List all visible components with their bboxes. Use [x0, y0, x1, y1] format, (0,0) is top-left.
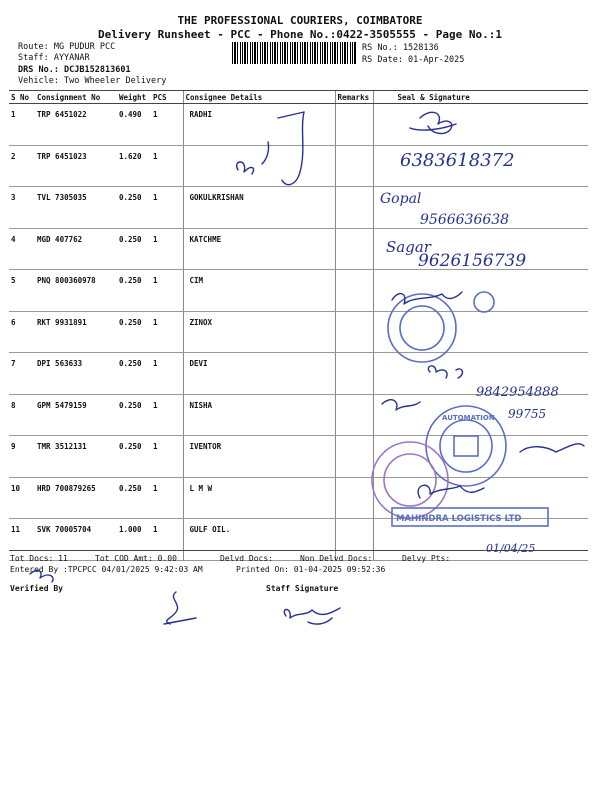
cell-consignee: CIM: [183, 270, 335, 312]
cell-consignment: TRP 6451022: [35, 104, 117, 146]
handwritten-phone-row2: 6383618372: [400, 150, 515, 171]
tot-cod-amount: Tot COD Amt: 0.00: [95, 554, 177, 563]
cell-consignment: MGD 407762: [35, 228, 117, 270]
verified-by-label: Verified By: [10, 584, 63, 593]
cell-weight: 1.000: [117, 519, 151, 561]
tot-docs: Tot Docs: 11: [10, 554, 68, 563]
drs-number: DRS No.: DCJB152813601: [18, 65, 131, 75]
rs-number: RS No.: 1528136: [362, 43, 439, 53]
printed-on: Printed On: 01-04-2025 09:52:36: [236, 565, 386, 574]
signature-staff: [284, 608, 340, 624]
seal-automation-text: AUTOMATION: [442, 414, 495, 422]
non-delvd-docs: Non Delvd Docs:: [300, 554, 373, 563]
signature-row10: [418, 485, 484, 498]
cell-sno: 8: [9, 394, 35, 436]
cell-weight: 0.250: [117, 187, 151, 229]
cell-weight: 0.490: [117, 104, 151, 146]
cell-pcs: 1: [151, 353, 183, 395]
company-title: THE PROFESSIONAL COURIERS, COIMBATORE: [177, 14, 423, 27]
cell-consignee: NISHA: [183, 394, 335, 436]
col-remarks-header: Remarks: [335, 91, 373, 104]
signature-row1-seal: [410, 112, 456, 133]
handwritten-phone-row8: 9842954888: [476, 385, 559, 400]
signature-row8: [382, 400, 420, 410]
col-seal-header: Seal & Signature: [373, 91, 588, 104]
handwritten-number-row9: 99755: [508, 407, 547, 421]
cell-weight: 0.250: [117, 270, 151, 312]
handwritten-phone-row4: 9626156739: [418, 251, 527, 271]
cell-consignment: DPI 563633: [35, 353, 117, 395]
handwritten-date-row11: 01/04/25: [486, 542, 536, 555]
cell-consignee: IVENTOR: [183, 436, 335, 478]
signature-verified-by: [164, 592, 196, 624]
cell-consignment: TVL 7305035: [35, 187, 117, 229]
rs-date: RS Date: 01-Apr-2025: [362, 55, 465, 65]
cell-consignment: SVK 70005704: [35, 519, 117, 561]
cell-consignee: ZINOX: [183, 311, 335, 353]
seal-mahindra-text: MAHINDRA LOGISTICS LTD: [396, 514, 522, 524]
cell-sno: 3: [9, 187, 35, 229]
cell-consignment: RKT 9931891: [35, 311, 117, 353]
cell-consignee: DEVI: [183, 353, 335, 395]
cell-consignee: GOKULKRISHAN: [183, 187, 335, 229]
cell-sno: 7: [9, 353, 35, 395]
cell-weight: 0.250: [117, 228, 151, 270]
signature-entered-by: [30, 571, 53, 582]
cell-sno: 11: [9, 519, 35, 561]
signature-initials-row2: [237, 162, 254, 174]
cell-weight: 0.250: [117, 353, 151, 395]
col-pcs-header: PCS: [151, 91, 183, 104]
signature-row7: [428, 366, 462, 378]
cell-pcs: 1: [151, 104, 183, 146]
col-sno-header: S No: [9, 91, 35, 104]
cell-consignment: TMR 3512131: [35, 436, 117, 478]
handwritten-name-row3: Gopal: [380, 191, 422, 207]
cell-sno: 10: [9, 477, 35, 519]
cell-weight: 0.250: [117, 311, 151, 353]
cell-sno: 6: [9, 311, 35, 353]
cell-consignment: GPM 5479159: [35, 394, 117, 436]
cell-sno: 1: [9, 104, 35, 146]
cell-pcs: 1: [151, 394, 183, 436]
col-consignee-header: Consignee Details: [183, 91, 335, 104]
cell-weight: 0.250: [117, 477, 151, 519]
seal-round-stamp: [388, 294, 456, 362]
cell-pcs: 1: [151, 477, 183, 519]
cell-pcs: 1: [151, 519, 183, 561]
cell-pcs: 1: [151, 228, 183, 270]
route-label: Route: MG PUDUR PCC: [18, 42, 116, 52]
atom-icon: [474, 292, 494, 312]
cell-pcs: 1: [151, 145, 183, 187]
col-consignment-header: Consignment No: [35, 91, 117, 104]
cell-consignee: RADHI: [183, 104, 335, 146]
delvd-docs: Delvd Docs:: [220, 554, 273, 563]
cell-pcs: 1: [151, 436, 183, 478]
signature-row9: [520, 444, 584, 452]
cell-consignment: PNQ 800360978: [35, 270, 117, 312]
cell-weight: 0.250: [117, 394, 151, 436]
cell-sno: 5: [9, 270, 35, 312]
cell-sno: 9: [9, 436, 35, 478]
vehicle-label: Vehicle: Two Wheeler Delivery: [18, 76, 167, 86]
cell-consignee: KATCHME: [183, 228, 335, 270]
cell-sno: 4: [9, 228, 35, 270]
delvy-pts: Delvy Pts:: [402, 554, 451, 563]
cell-pcs: 1: [151, 270, 183, 312]
cell-pcs: 1: [151, 311, 183, 353]
cell-weight: 1.620: [117, 145, 151, 187]
cell-consignment: HRD 700879265: [35, 477, 117, 519]
cell-sno: 2: [9, 145, 35, 187]
cell-consignment: TRP 6451023: [35, 145, 117, 187]
signature-row1: [262, 112, 304, 185]
col-weight-header: Weight: [117, 91, 151, 104]
staff-label: Staff: AYYANAR: [18, 53, 90, 63]
cell-weight: 0.250: [117, 436, 151, 478]
runsheet-subtitle: Delivery Runsheet - PCC - Phone No.:0422-3505555 - Page No.:1: [98, 28, 502, 41]
handwritten-phone-row3: 9566636638: [420, 212, 510, 228]
cell-consignee: L M W: [183, 477, 335, 519]
handwritten-name-row4: Sagar: [386, 238, 431, 256]
cell-consignee: GULF OIL.: [183, 519, 335, 561]
staff-signature-label: Staff Signature: [266, 584, 339, 593]
entered-by: Entered By :TPCPCC 04/01/2025 9:42:03 AM: [10, 565, 203, 574]
cell-pcs: 1: [151, 187, 183, 229]
